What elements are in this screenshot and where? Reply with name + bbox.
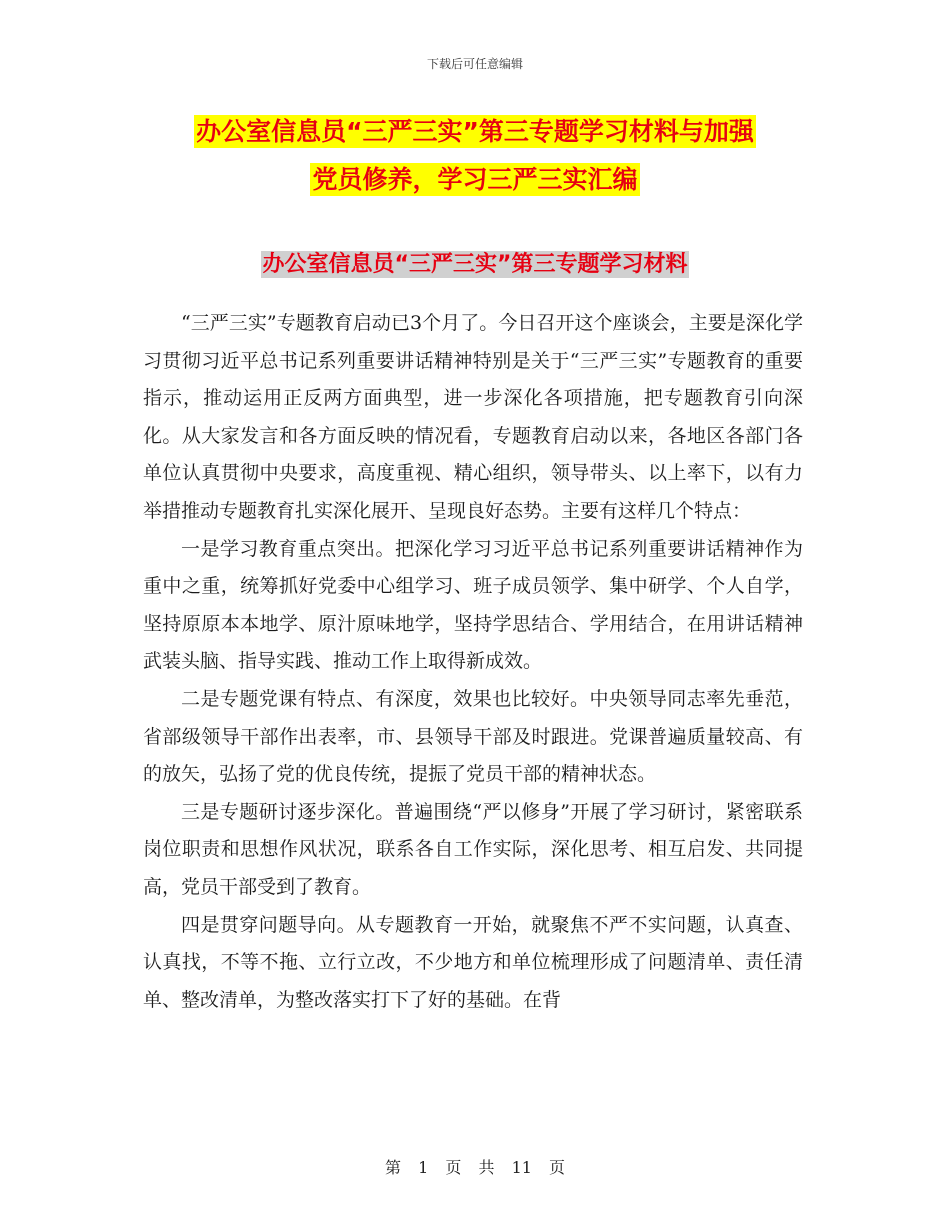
- document-title-line-2-text: 党员修养，学习三严三实汇编: [312, 165, 638, 194]
- paragraph-2: 一是学习教育重点突出。把深化学习习近平总书记系列重要讲话精神作为重中之重，统筹抓好党委中心组学习、班子成员领学、集中研学、个人自学，坚持原原本本地学、原汁原味地学，坚持学思结合、学用结合，在用讲话精神武装头脑、指导实践、推动工作上取得新成效。: [143, 537, 803, 673]
- body-text: [143, 305, 803, 1019]
- paragraph-1: “三严三实”专题教育启动已3个月了。今日召开这个座谈会，主要是深化学习贯彻习近平总书记系列重要讲话精神特别是关于“三严三实”专题教育的重要指示，推动运用正反两方面典型，进一步深化各项措施，把专题教育引向深化。从大家发言和各方面反映的情况看，专题教育启动以来，各地区各部门各单位认真贯彻中央要求，高度重视、精心组织，领导带头、以上率下，以有力举措推动专题教育扎实深化展开、呈现良好态势。主要有这样几个特点：: [143, 312, 803, 522]
- paragraph-3: 二是专题党课有特点、有深度，效果也比较好。中央领导同志率先垂范，省部级领导干部作出表率，市、县领导干部及时跟进。党课普遍质量较高、有的放矢，弘扬了党的优良传统，提振了党员干部的精神状态。: [143, 687, 803, 786]
- section-title: [0, 247, 950, 278]
- paragraph-4: 三是专题研讨逐步深化。普遍围绕“严以修身”开展了学习研讨，紧密联系岗位职责和思想作风状况，联系各自工作实际，深化思考、相互启发、共同提高，党员干部受到了教育。: [143, 800, 803, 898]
- footer-total-label: 共: [478, 1158, 495, 1177]
- footer-page-number: 1: [418, 1158, 429, 1177]
- footer-total-unit: 页: [549, 1158, 566, 1177]
- page-footer: [0, 1155, 950, 1178]
- footer-total-pages: 11: [511, 1158, 532, 1177]
- section-title-text: 办公室信息员“三严三实”第三专题学习材料: [262, 252, 688, 277]
- document-title-line-1-text: 办公室信息员“三严三实”第三专题学习材料与加强: [196, 117, 754, 146]
- document-title-line-2: [0, 160, 950, 196]
- header-note: 下载后可任意编辑: [426, 57, 523, 71]
- document-title-line-1: [0, 112, 950, 148]
- paragraph-5: 四是贯穿问题导向。从专题教育一开始，就聚焦不严不实问题，认真查、认真找，不等不拖、立行立改，不少地方和单位梳理形成了问题清单、责任清单、整改清单，为整改落实打下了好的基础。在背: [143, 913, 803, 1011]
- footer-page-unit: 页: [445, 1158, 462, 1177]
- footer-page-label: 第: [384, 1158, 401, 1177]
